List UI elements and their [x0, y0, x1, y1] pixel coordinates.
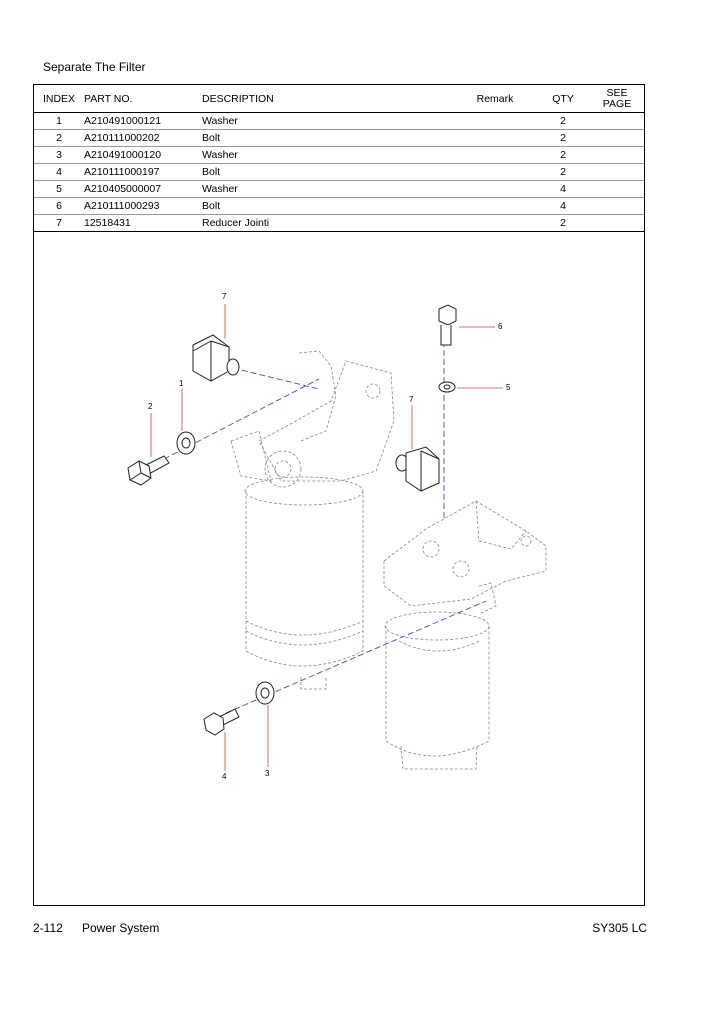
- cell-see-page: [590, 130, 644, 147]
- cell-qty: 2: [536, 130, 590, 147]
- cell-remark: [454, 147, 536, 164]
- callout-5: 5: [506, 383, 511, 392]
- cell-index: 2: [34, 130, 84, 147]
- table-row: [34, 164, 644, 181]
- table-row: [34, 147, 644, 164]
- header-part-no: PART NO.: [84, 85, 202, 113]
- part-washer-3: [256, 682, 274, 704]
- cell-part-no: A210111000202: [84, 130, 202, 147]
- cell-see-page: [590, 198, 644, 215]
- cell-see-page: [590, 181, 644, 198]
- cell-index: 5: [34, 181, 84, 198]
- header-description: DESCRIPTION: [202, 85, 454, 113]
- table-row: [34, 198, 644, 215]
- table-row: [34, 181, 644, 198]
- cell-part-no: A210111000293: [84, 198, 202, 215]
- cell-description: Washer: [202, 113, 454, 130]
- table-row: [34, 130, 644, 147]
- callout-4: 4: [222, 772, 227, 781]
- parts-table: [34, 85, 644, 232]
- cell-index: 7: [34, 215, 84, 232]
- part-reducer-joint-right: [396, 447, 439, 491]
- part-bolt-2: [128, 456, 169, 485]
- filter-left-housing: [231, 351, 394, 689]
- cell-see-page: [590, 113, 644, 130]
- page-title: Separate The Filter: [43, 60, 146, 74]
- cell-description: Bolt: [202, 164, 454, 181]
- cell-part-no: A210111000197: [84, 164, 202, 181]
- cell-index: 1: [34, 113, 84, 130]
- cell-part-no: A210491000121: [84, 113, 202, 130]
- cell-see-page: [590, 147, 644, 164]
- cell-remark: [454, 130, 536, 147]
- cell-description: Bolt: [202, 130, 454, 147]
- cell-description: Bolt: [202, 198, 454, 215]
- cell-qty: 4: [536, 198, 590, 215]
- cell-part-no: A210405000007: [84, 181, 202, 198]
- header-index: INDEX: [34, 85, 84, 113]
- cell-qty: 2: [536, 215, 590, 232]
- cell-see-page: [590, 164, 644, 181]
- cell-remark: [454, 113, 536, 130]
- callout-7-right: 7: [409, 395, 414, 404]
- cell-description: Reducer Jointi: [202, 215, 454, 232]
- table-row: [34, 113, 644, 130]
- cell-index: 4: [34, 164, 84, 181]
- callout-1: 1: [179, 379, 184, 388]
- cell-part-no: 12518431: [84, 215, 202, 232]
- cell-qty: 2: [536, 113, 590, 130]
- footer-section: Power System: [82, 921, 160, 935]
- exploded-parts-diagram: [34, 235, 644, 905]
- part-washer-5: [439, 382, 455, 392]
- footer-page-number: 2-112: [33, 921, 63, 935]
- part-bolt-6: [439, 305, 456, 345]
- part-reducer-joint-left: [193, 335, 239, 381]
- cell-remark: [454, 164, 536, 181]
- assembly-axis-lines: [164, 341, 486, 713]
- header-qty: QTY: [536, 85, 590, 113]
- cell-remark: [454, 198, 536, 215]
- filter-right-housing: [384, 501, 546, 769]
- callout-3: 3: [265, 769, 270, 778]
- cell-remark: [454, 215, 536, 232]
- cell-index: 3: [34, 147, 84, 164]
- callout-2: 2: [148, 402, 153, 411]
- header-see-line1: SEE: [606, 86, 628, 99]
- part-washer-1: [177, 432, 195, 454]
- header-see-page: [590, 85, 644, 113]
- header-see-line2: PAGE: [602, 97, 632, 110]
- cell-remark: [454, 181, 536, 198]
- table-row: [34, 215, 644, 232]
- cell-qty: 4: [536, 181, 590, 198]
- cell-see-page: [590, 215, 644, 232]
- callout-6: 6: [498, 322, 503, 331]
- cell-qty: 2: [536, 164, 590, 181]
- cell-description: Washer: [202, 181, 454, 198]
- table-header-row: [34, 85, 644, 113]
- cell-qty: 2: [536, 147, 590, 164]
- cell-description: Washer: [202, 147, 454, 164]
- parts-frame: [33, 84, 645, 906]
- part-bolt-4: [204, 709, 239, 735]
- cell-index: 6: [34, 198, 84, 215]
- header-remark: Remark: [454, 85, 536, 113]
- callout-7-left: 7: [222, 292, 227, 301]
- cell-part-no: A210491000120: [84, 147, 202, 164]
- footer-model: SY305 LC: [592, 921, 647, 935]
